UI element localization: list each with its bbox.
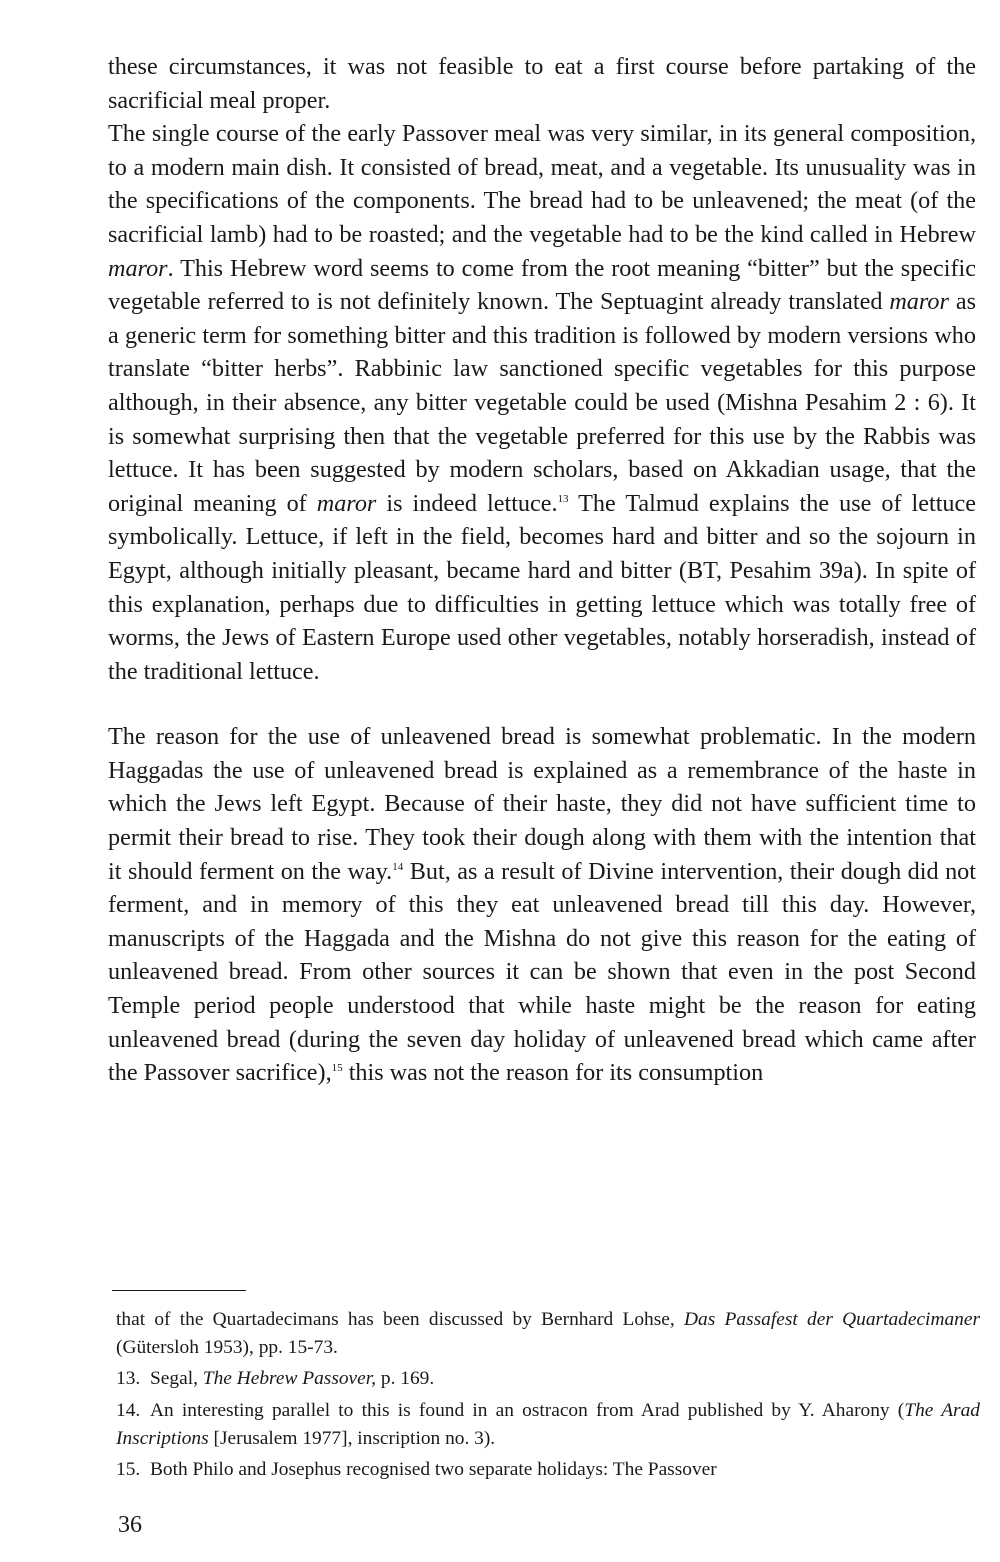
footnote-text: (Gütersloh 1953), pp. 15-73.: [116, 1337, 338, 1359]
paragraph-3-text-a: The reason for the use of unleavened bread is somewhat problematic. In the modern Haggadas the use of unleavened bread is explained as a remembrance of the haste in which the Jews left Egypt. Because of their haste, they did not have sufficient time to permit their bread to rise. They took their dough along with them with the intention that it should ferment on the way.: [108, 723, 976, 885]
footnote-continuation: [116, 1306, 980, 1362]
footnote-text: [Jerusalem 1977], inscription no. 3).: [208, 1427, 496, 1449]
paragraph-2-text-a: The single course of the early Passover meal was very similar, in its general composition, to a modern main dish. It consisted of bread, meat, and a vegetable. Its unusuality was in the specifications of the components. The bread had to be unleavened; the meat (of the sacrificial lamb) had to be roasted; and the vegetable had to be the kind called in Hebrew: [108, 120, 976, 248]
footnote-ref-13: 13: [557, 492, 569, 505]
book-title: Das Passafest der Quartadecimaner: [684, 1309, 980, 1330]
paragraph-2-text-e: as a generic term for something bitter and this tradition is followed by modern versions who translate “bitter herbs”. Rabbinic law sanctioned specific vegetables for this purpose although, in their absence, any bitter vegetable could be used (Mishna Pesahim 2 : 6). It is somewhat surprising then that the vegetable preferred for this use by the Rabbis was lettuce. It has been suggested by modern scholars, based on Akkadian usage, that the original meaning of: [108, 288, 976, 517]
paragraph-2: [108, 117, 976, 688]
footnote-15: [116, 1456, 980, 1484]
footnote-ref-14: 14: [392, 860, 404, 873]
footnote-number: 13.: [116, 1368, 141, 1390]
paragraph-3-text-b: But, as a result of Divine intervention, their dough did not ferment, and in memory of this they eat unleavened bread till this day. However, manuscripts of the Haggada and the Mishna do not give this reason for the eating of unleavened bread. From other sources it can be shown that even in the post Second Temple period people understood that while haste might be the reason for eating unleavened bread (during the seven day holiday of unleavened bread which came after the Passover sacrifice),: [108, 857, 976, 1087]
footnote-text: Segal,: [150, 1368, 203, 1390]
footnote-text: An interesting parallel to this is found in an ostracon from Arad published by Y. Aharony (: [150, 1399, 905, 1421]
page-number: 36: [118, 1512, 142, 1538]
maror-term: maror: [316, 489, 377, 517]
footnote-number: 14.: [116, 1399, 141, 1421]
footnote-14: [116, 1397, 980, 1453]
footnote-text: p. 169.: [376, 1368, 435, 1390]
book-title: The Hebrew Passover,: [202, 1368, 377, 1390]
paragraph-3-text-c: this was not the reason for its consumption: [342, 1059, 764, 1087]
footnotes: [116, 1306, 980, 1484]
paragraph-2-text-c: . This Hebrew word seems to come from the root meaning “bitter” but the specific vegetable referred to is not definitely known. The Septuagint already translated: [108, 254, 976, 316]
paragraph-1-text: these circumstances, it was not feasible to eat a first course before partaking of the sacrificial meal proper.: [108, 53, 976, 114]
body-text: [108, 50, 976, 1090]
paragraph-3: [108, 720, 976, 1090]
footnote-number: 15.: [116, 1459, 141, 1481]
paragraph-2-text-g: is indeed lettuce.: [376, 489, 558, 517]
footnote-ref-15: 15: [331, 1062, 343, 1075]
book-title: The Arad Inscriptions: [116, 1399, 980, 1449]
footnote-13: [116, 1365, 980, 1393]
paragraph-2-text-h: The Talmud explains the use of lettuce symbolically. Lettuce, if left in the field, becomes hard and bitter and so the sojourn in Egypt, although initially pleasant, became hard and bitter (BT, Pesahim 39a). In spite of this explanation, perhaps due to difficulties in getting lettuce which was totally free of worms, the Jews of Eastern Europe used other vegetables, notably horseradish, instead of the traditional lettuce.: [108, 489, 977, 685]
maror-term: maror: [108, 254, 168, 282]
maror-term: maror: [889, 288, 949, 316]
footnote-text: that of the Quartadecimans has been discussed by Bernhard Lohse,: [116, 1309, 685, 1330]
paragraph-1: [108, 50, 976, 117]
footnote-text: Both Philo and Josephus recognised two separate holidays: The Passover: [150, 1459, 717, 1481]
footnote-divider: [112, 1290, 246, 1291]
